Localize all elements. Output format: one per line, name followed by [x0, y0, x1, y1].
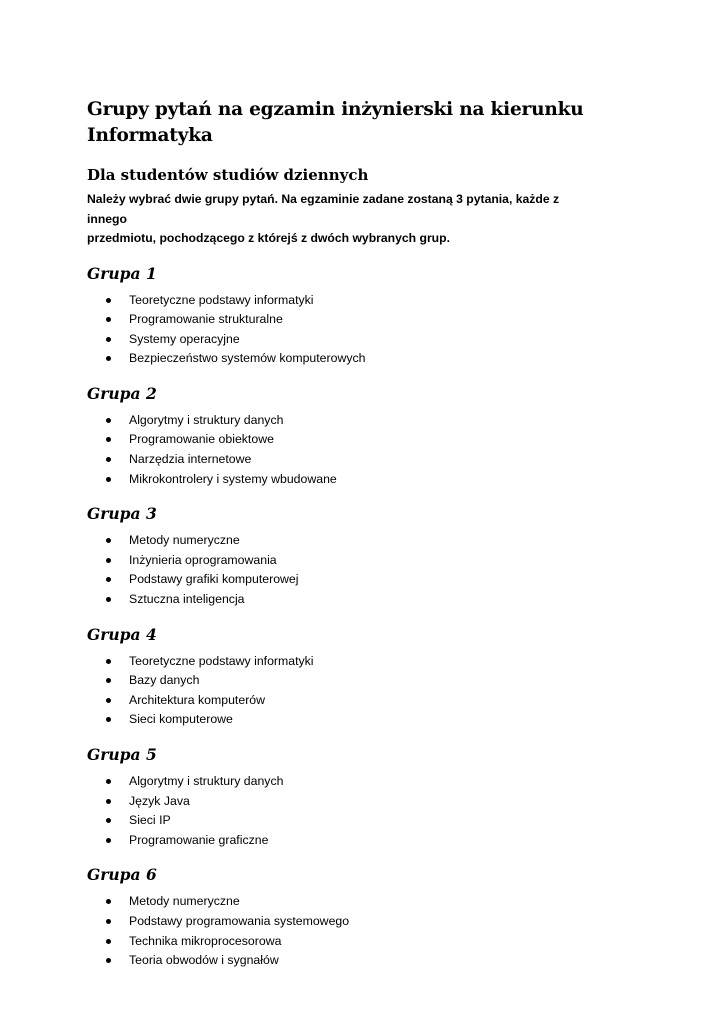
list-item: [87, 691, 667, 711]
bullet-icon: [106, 799, 111, 804]
list-item-label: Teoretyczne podstawy informatyki: [129, 292, 314, 307]
intro-paragraph: [87, 190, 597, 249]
list-item: [87, 772, 667, 792]
document-subtitle: Dla studentów studiów dziennych: [87, 166, 369, 184]
group-4: [87, 624, 667, 730]
list-item-label: Język Java: [129, 793, 190, 808]
list-item-label: Metody numeryczne: [129, 533, 240, 548]
list-item-label: Systemy operacyjne: [129, 331, 240, 346]
bullet-icon: [106, 298, 111, 303]
group-title: Grupa 6: [87, 865, 157, 885]
list-item-label: Narzędzia internetowe: [129, 452, 252, 467]
bullet-icon: [106, 659, 111, 664]
list-item: [87, 430, 667, 450]
bullet-icon: [106, 678, 111, 683]
bullet-icon: [106, 919, 111, 924]
group-6: [87, 864, 667, 970]
intro-line-2: przedmiotu, pochodzącego z którejś z dwóch wybranych grup.: [87, 231, 450, 245]
list-item-label: Sieci komputerowe: [129, 712, 233, 727]
bullet-icon: [106, 538, 111, 543]
list-item-label: Programowanie graficzne: [129, 832, 269, 847]
list-item-label: Algorytmy i struktury danych: [129, 412, 284, 427]
list-item-label: Teoretyczne podstawy informatyki: [129, 653, 314, 668]
group-items: [87, 291, 667, 369]
bullet-icon: [106, 477, 111, 482]
list-item: [87, 450, 667, 470]
list-item-label: Algorytmy i struktury danych: [129, 774, 284, 788]
bullet-icon: [106, 779, 111, 784]
group-items: [87, 411, 667, 489]
list-item-label: Podstawy programowania systemowego: [129, 913, 350, 928]
list-item-label: Mikrokontrolery i systemy wbudowane: [129, 471, 337, 486]
list-item: [87, 811, 667, 831]
group-items: [87, 531, 667, 609]
list-item-label: Inżynieria oprogramowania: [129, 552, 277, 567]
bullet-icon: [106, 577, 111, 582]
bullet-icon: [106, 899, 111, 904]
list-item: [87, 570, 667, 590]
bullet-icon: [106, 838, 111, 843]
list-item-label: Bezpieczeństwo systemów komputerowych: [129, 351, 366, 366]
list-item: [87, 470, 667, 490]
list-item: [87, 710, 667, 730]
bullet-icon: [106, 939, 111, 944]
bullet-icon: [106, 317, 111, 322]
bullet-icon: [106, 958, 111, 963]
list-item-label: Teoria obwodów i sygnałów: [129, 953, 279, 968]
list-item: [87, 951, 667, 971]
bullet-icon: [106, 356, 111, 361]
group-3: [87, 503, 667, 609]
list-item-label: Programowanie strukturalne: [129, 312, 283, 327]
list-item: [87, 330, 667, 350]
group-items: [87, 892, 667, 970]
group-1: [87, 263, 667, 369]
group-title: Grupa 4: [87, 624, 157, 644]
bullet-icon: [106, 437, 111, 442]
group-title: Grupa 2: [87, 383, 157, 403]
list-item-label: Programowanie obiektowe: [129, 432, 274, 447]
intro-line-1: Należy wybrać dwie grupy pytań. Na egzaminie zadane zostaną 3 pytania, każde z innego: [87, 192, 560, 226]
list-item: [87, 310, 667, 330]
list-item: [87, 652, 667, 672]
bullet-icon: [106, 337, 111, 342]
bullet-icon: [106, 418, 111, 423]
bullet-icon: [106, 818, 111, 823]
list-item-label: Podstawy grafiki komputerowej: [129, 572, 299, 587]
bullet-icon: [106, 717, 111, 722]
group-title: Grupa 5: [87, 745, 157, 764]
list-item: [87, 932, 667, 952]
document-title: Grupy pytań na egzamin inżynierski na kierunku Informatyka: [87, 99, 584, 146]
list-item-label: Sztuczna inteligencja: [129, 592, 245, 607]
bullet-icon: [106, 457, 111, 462]
list-item-label: Sieci IP: [129, 813, 171, 828]
bullet-icon: [106, 597, 111, 602]
group-title: Grupa 3: [87, 504, 157, 524]
bullet-icon: [106, 698, 111, 703]
group-5: [87, 744, 667, 850]
list-item: [87, 531, 667, 551]
list-item: [87, 792, 667, 812]
list-item-label: Metody numeryczne: [129, 894, 240, 909]
list-item: [87, 411, 667, 431]
group-items: [87, 652, 667, 730]
list-item: [87, 349, 667, 369]
document-page: [87, 97, 667, 971]
group-items: [87, 772, 667, 850]
list-item: [87, 831, 667, 851]
list-item: [87, 590, 667, 610]
list-item: [87, 291, 667, 311]
bullet-icon: [106, 558, 111, 563]
list-item: [87, 892, 667, 912]
list-item: [87, 551, 667, 571]
list-item-label: Architektura komputerów: [129, 692, 266, 707]
list-item-label: Bazy danych: [129, 673, 200, 688]
group-2: [87, 383, 667, 489]
list-item-label: Technika mikroprocesorowa: [129, 933, 282, 948]
list-item: [87, 671, 667, 691]
group-title: Grupa 1: [87, 263, 157, 283]
list-item: [87, 912, 667, 932]
